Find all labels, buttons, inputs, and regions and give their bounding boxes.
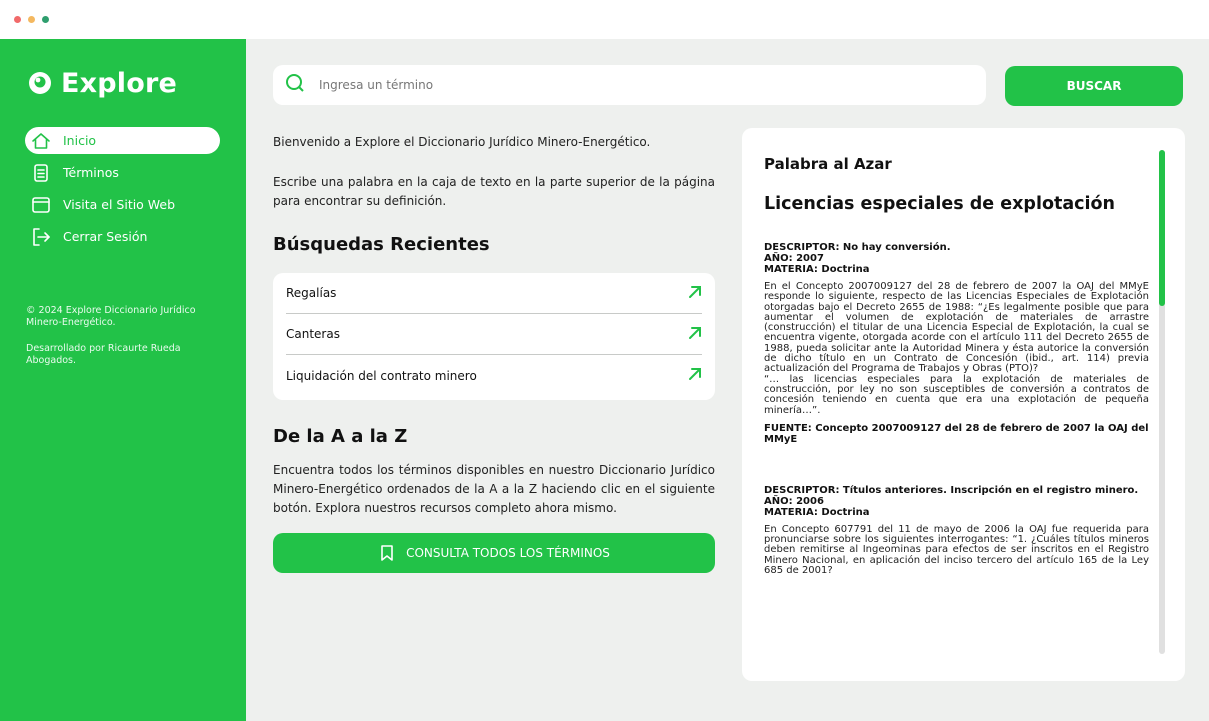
app-logo[interactable] xyxy=(27,66,177,100)
main-content xyxy=(246,39,1209,721)
entry-year: AÑO: 2007 xyxy=(764,253,824,264)
search-bar xyxy=(273,65,986,105)
browser-icon xyxy=(29,194,53,216)
entry-descriptor: DESCRIPTOR: No hay conversión. xyxy=(764,242,951,253)
sidebar-copyright: © 2024 Explore Diccionario Jurídico Minero-Energético. xyxy=(26,305,196,328)
arrow-up-right-icon xyxy=(688,284,702,303)
entry-body-quote: “… las licencias especiales para la explotación de materiales de construcción, por ley no son susceptibles de conversión a contratos de concesión teniendo en cuenta que era una explotación de pequeña minería…”. xyxy=(764,373,1149,416)
search-input[interactable] xyxy=(319,78,959,92)
recent-search-item[interactable] xyxy=(286,355,702,396)
entry-source: FUENTE: Concepto 2007009127 del 28 de febrero de 2007 la OAJ del MMyE xyxy=(764,422,1149,445)
sidebar-developer-credit: Desarrollado por Ricaurte Rueda Abogados. xyxy=(26,343,181,366)
welcome-text: Bienvenido a Explore el Diccionario Jurídico Minero-Energético. xyxy=(273,135,651,149)
entry-body: En Concepto 607791 del 11 de mayo de 2006 la OAJ fue requerida para pronunciarse sobre los siguientes interrogantes: “1. ¿Cuáles títulos mineros deben remitirse al Ingeominas para efectos de ser inscritos en el Registro Minero Nacional, en aplicación del inciso tercero del artículo 165 de la Ley 685 de 2001? xyxy=(764,523,1149,577)
home-icon xyxy=(29,130,53,152)
recent-search-label: Regalías xyxy=(286,286,337,300)
document-icon xyxy=(29,162,53,184)
logout-icon xyxy=(29,226,53,248)
sidebar-item-sitio-web[interactable] xyxy=(25,191,220,218)
sidebar-item-cerrar-sesion[interactable] xyxy=(25,223,220,250)
entry-descriptor: DESCRIPTOR: Títulos anteriores. Inscripción en el registro minero. xyxy=(764,484,1139,496)
recent-search-label: Liquidación del contrato minero xyxy=(286,368,477,383)
sidebar-item-label: Términos xyxy=(63,165,119,180)
recent-search-item[interactable] xyxy=(286,273,702,314)
window-minimize-dot[interactable] xyxy=(28,16,35,23)
definition-entries xyxy=(764,242,1149,616)
recent-searches-title: Búsquedas Recientes xyxy=(273,234,490,255)
bookmark-icon xyxy=(378,544,396,562)
entry-subject: MATERIA: Doctrina xyxy=(764,264,870,275)
explore-logo-icon xyxy=(27,70,53,96)
sidebar-item-label: Cerrar Sesión xyxy=(63,229,148,244)
a-to-z-description: Encuentra todos los términos disponibles en nuestro Diccionario Jurídico Minero-Energético ordenados de la A a la Z haciendo clic en el siguiente botón. Explora nuestros recursos completo ahora mismo. xyxy=(273,463,715,515)
random-word-heading: Palabra al Azar xyxy=(764,155,892,173)
window-maximize-dot[interactable] xyxy=(42,16,49,23)
search-icon xyxy=(285,73,305,97)
entry-subject: MATERIA: Doctrina xyxy=(764,506,870,518)
instructions-text: Escribe una palabra en la caja de texto en la parte superior de la página para encontrar su definición. xyxy=(273,175,715,208)
entry-body: En el Concepto 2007009127 del 28 de febrero de 2007 la OAJ del MMyE responde lo siguiente, respecto de las Licencias Especiales de Explotación otorgadas bajo el Decreto 2655 de 1988: “¿Es legalmente posible que para aumentar el volumen de explotación de materiales de arrastre (construcción) el titular de una Licencia Especial de Explotación, la cual se encuentra vigente, otorgada acorde con el artículo 111 del Decreto 2655 de 1988, pueda solicitar ante la Autoridad Minera y ésta autorice la conversión de dicho título en un Contrato de Concesión (ibid., art. 114) previa actualización del Programa de Trabajos y Obras (PTO)? xyxy=(764,281,1149,375)
sidebar-nav xyxy=(25,127,220,255)
random-word-content[interactable] xyxy=(764,128,1149,681)
consult-all-terms-label: CONSULTA TODOS LOS TÉRMINOS xyxy=(406,546,610,560)
consult-all-terms-button[interactable] xyxy=(273,533,715,573)
sidebar-item-label: Inicio xyxy=(63,133,97,148)
scrollbar-thumb[interactable] xyxy=(1159,150,1165,306)
arrow-up-right-icon xyxy=(688,325,702,344)
recent-search-item[interactable] xyxy=(286,314,702,355)
recent-search-label: Canteras xyxy=(286,327,340,341)
definition-entry xyxy=(764,485,1149,576)
sidebar-item-terminos[interactable] xyxy=(25,159,220,186)
search-button[interactable]: BUSCAR xyxy=(1005,66,1183,106)
sidebar-item-inicio[interactable] xyxy=(25,127,220,154)
a-to-z-title: De la A a la Z xyxy=(273,426,408,447)
sidebar-item-label: Visita el Sitio Web xyxy=(63,197,176,212)
sidebar xyxy=(0,39,246,721)
random-word-title: Licencias especiales de explotación xyxy=(764,194,1115,214)
random-word-card xyxy=(742,128,1185,681)
entry-year: AÑO: 2006 xyxy=(764,495,824,507)
app-name: Explore xyxy=(61,67,178,99)
window-close-dot[interactable] xyxy=(14,16,21,23)
definition-entry xyxy=(764,242,1149,445)
recent-searches-list xyxy=(273,273,715,400)
scrollbar-track[interactable] xyxy=(1159,150,1165,654)
window-title-bar xyxy=(0,0,1209,39)
arrow-up-right-icon xyxy=(688,366,702,385)
